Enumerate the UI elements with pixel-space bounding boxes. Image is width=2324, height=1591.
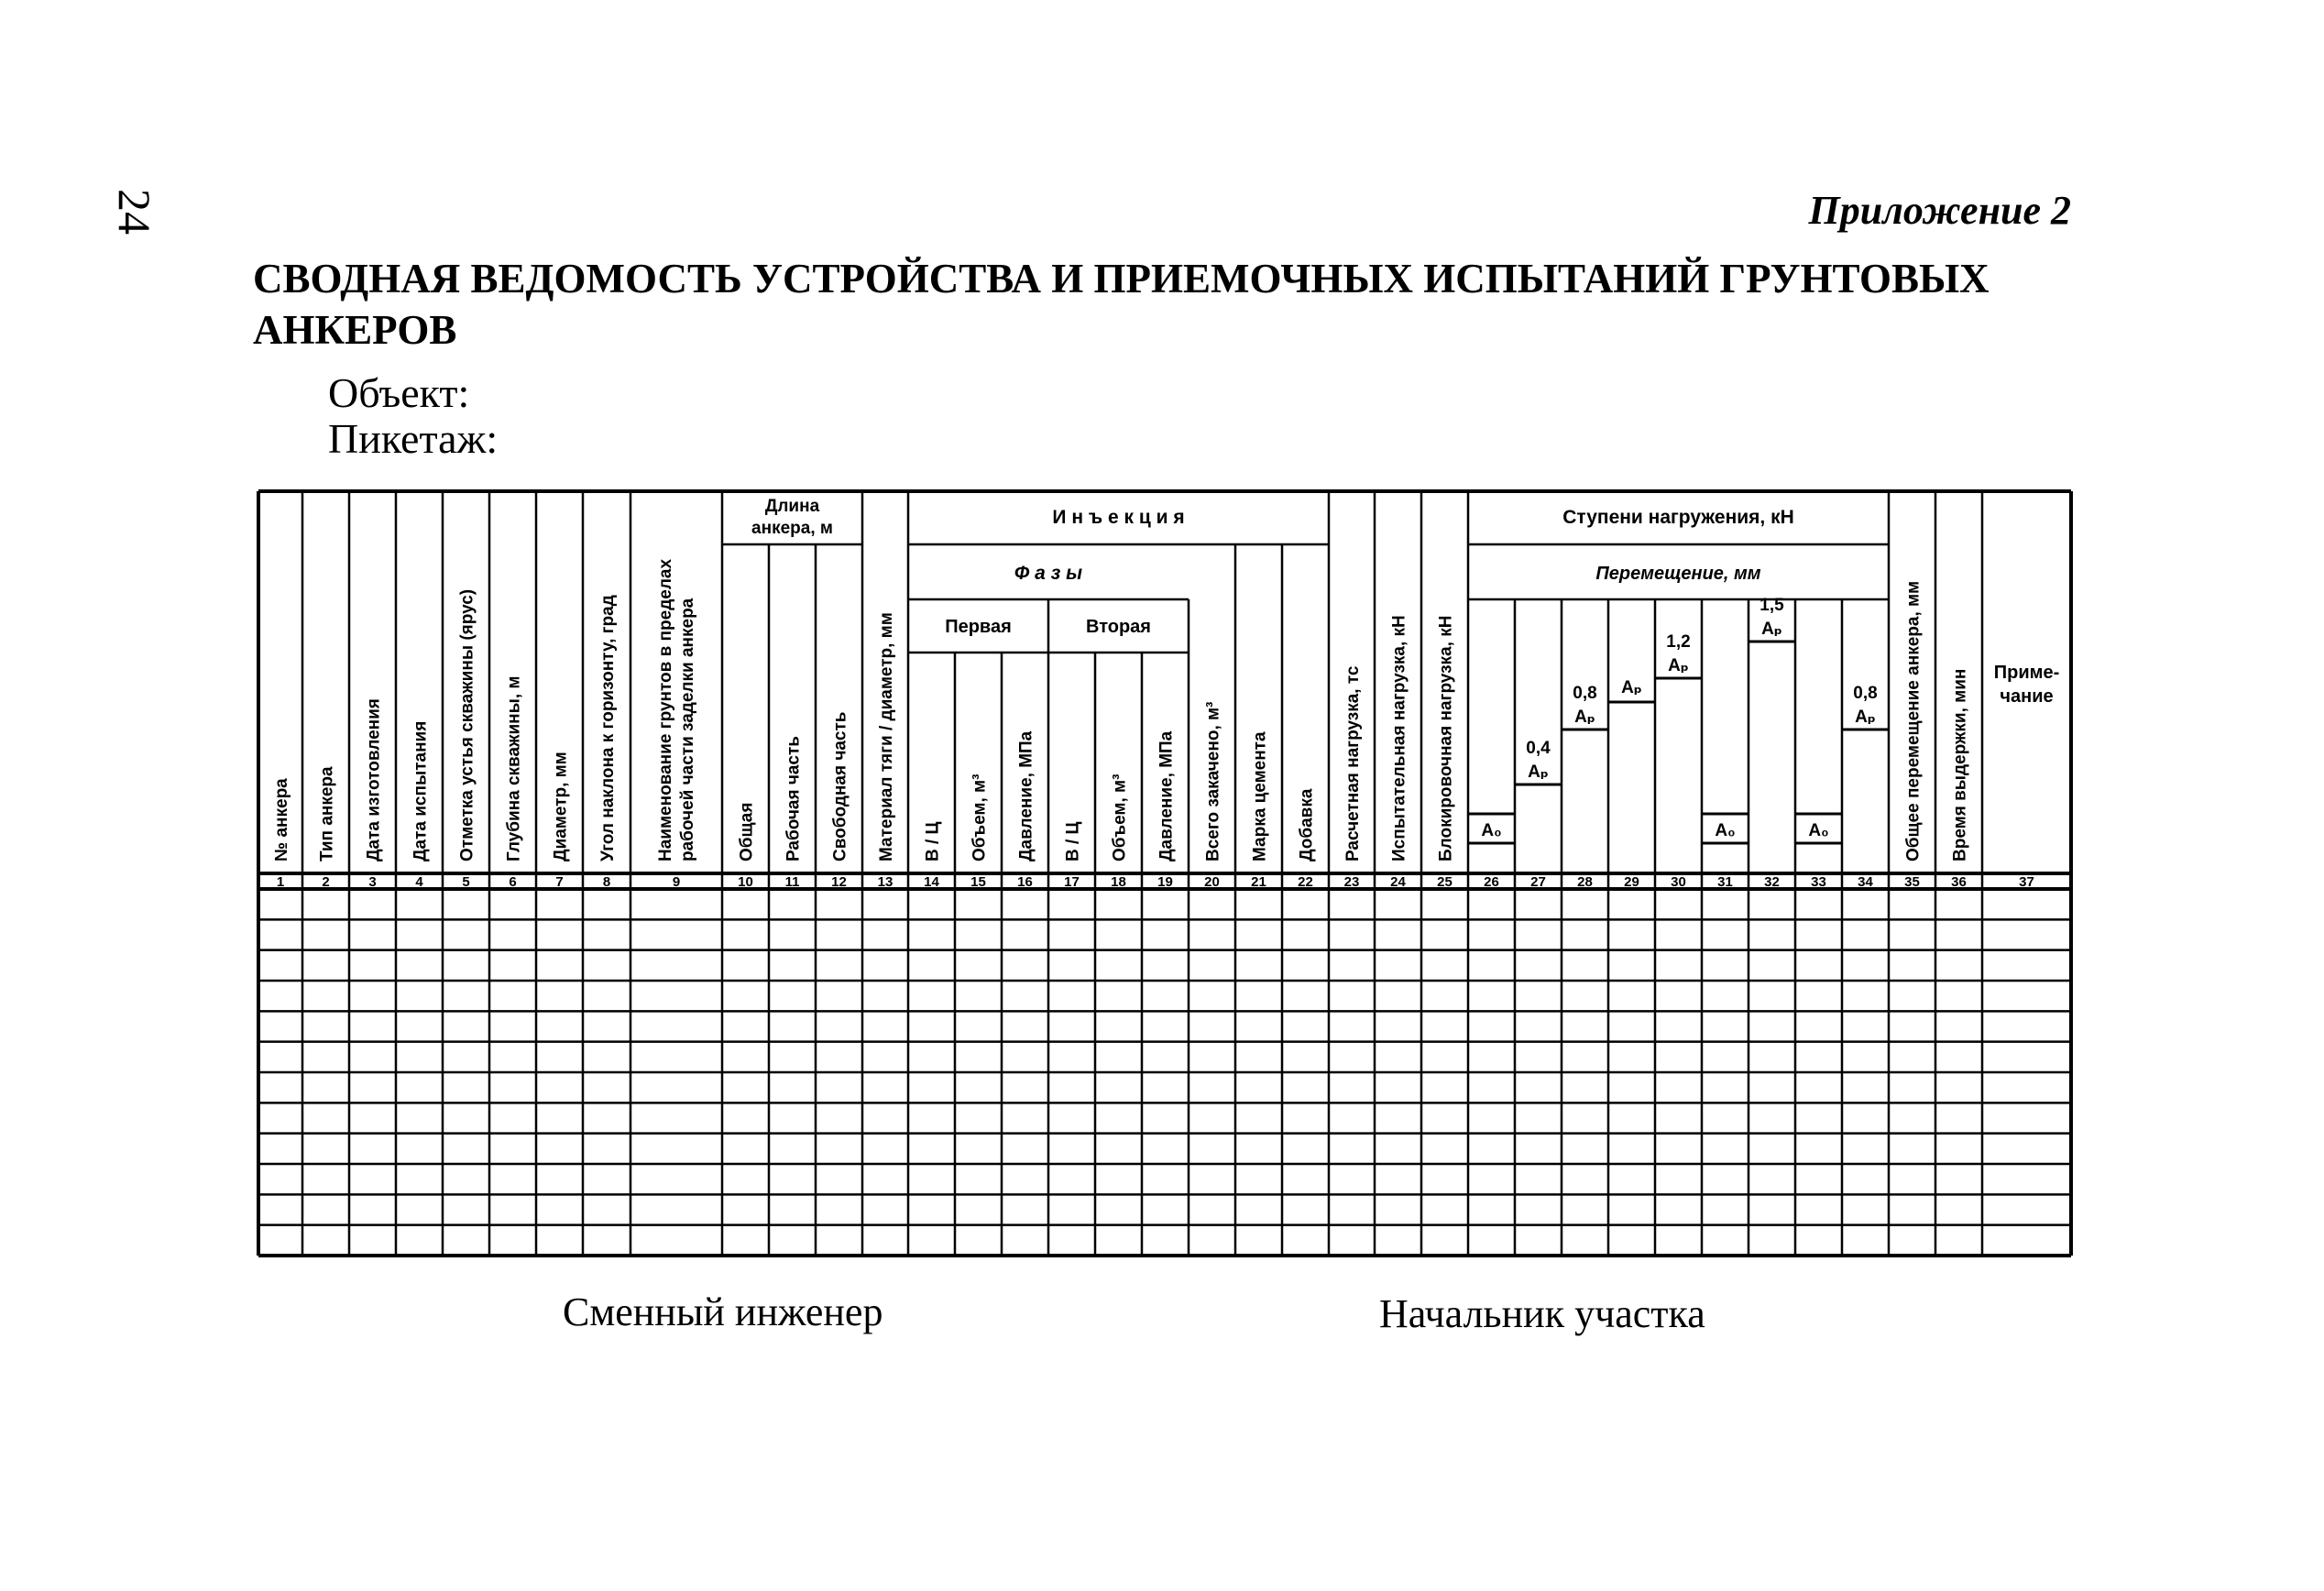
column-number: 21 (1251, 874, 1266, 890)
column-header: Свободная часть (830, 711, 850, 861)
column-header: Наименование грунтов в пределах (656, 558, 675, 861)
column-header: Дата изготовления (364, 698, 384, 861)
column-header: В / Ц (1063, 821, 1083, 861)
column-number: 27 (1530, 874, 1546, 890)
column-header: Глубина скважины, м (504, 675, 524, 861)
column-number: 12 (831, 874, 847, 890)
column-number: 25 (1437, 874, 1452, 890)
column-number: 24 (1390, 874, 1406, 890)
piketazh-label: Пикетаж: (328, 415, 499, 462)
column-number: 7 (555, 874, 564, 890)
column-number: 32 (1764, 874, 1780, 890)
column-header: Блокировочная нагрузка, кН (1436, 615, 1456, 861)
column-number: 28 (1577, 874, 1593, 890)
signature-shift-engineer: Сменный инженер (563, 1289, 883, 1334)
column-number: 15 (970, 874, 986, 890)
page-number: 24 (109, 189, 160, 235)
column-number: 17 (1064, 874, 1080, 890)
column-number: 22 (1298, 874, 1313, 890)
column-number: 5 (462, 874, 470, 890)
column-header: Материал тяги / диаметр, мм (877, 612, 896, 861)
column-number: 3 (368, 874, 377, 890)
column-number: 18 (1111, 874, 1126, 890)
column-number: 33 (1811, 874, 1826, 890)
column-number: 6 (509, 874, 517, 890)
column-number: 37 (2019, 874, 2034, 890)
column-header: Давление, МПа (1157, 730, 1177, 861)
load-step-label: 1,2 (1666, 632, 1691, 652)
signature-site-chief: Начальник участка (1379, 1291, 1705, 1336)
column-header: Марка цемента (1250, 731, 1270, 861)
column-number: 31 (1717, 874, 1733, 890)
column-header: Рабочая часть (784, 736, 804, 861)
column-number: 30 (1671, 874, 1686, 890)
column-number: 23 (1343, 874, 1360, 890)
column-header: Дата испытания (411, 720, 431, 861)
group-header-phase-first: Первая (945, 617, 1012, 637)
column-header: Общее перемещение анкера, мм (1903, 580, 1924, 861)
column-number: 13 (877, 874, 893, 890)
column-number: 8 (602, 874, 611, 890)
column-header: Время выдержки, мин (1950, 668, 1970, 861)
group-header-phases: Ф а з ы (1014, 563, 1083, 584)
column-header: № анкера (272, 778, 291, 861)
load-step-label: Aₚ (1761, 620, 1782, 639)
column-number: 11 (784, 874, 800, 890)
load-step-label: Aₚ (1855, 708, 1876, 727)
column-number: 29 (1624, 874, 1639, 890)
column-number: 20 (1204, 874, 1220, 890)
column-number: 2 (322, 874, 330, 890)
column-number: 1 (276, 874, 285, 890)
column-header: Объем, м³ (1110, 774, 1130, 861)
column-number: 14 (924, 874, 939, 890)
column-header: Расчетная нагрузка, тс (1343, 665, 1363, 861)
load-step-label: Aₚ (1621, 678, 1642, 697)
column-header: Угол наклона к горизонту, град (598, 595, 618, 861)
document-title: СВОДНАЯ ВЕДОМОСТЬ УСТРОЙСТВА И ПРИЕМОЧНЫХ ИСПЫТАНИЙ ГРУНТОВЫХ АНКЕРОВ (253, 256, 1990, 353)
column-number: 26 (1484, 874, 1499, 890)
group-header-anchor-length: Длина (764, 497, 820, 516)
load-step-label: A₀ (1715, 821, 1736, 840)
column-number: 16 (1017, 874, 1033, 890)
group-header-anchor-length: анкера, м (751, 519, 833, 538)
column-number: 4 (415, 874, 423, 890)
column-number: 9 (672, 874, 681, 890)
load-step-label: 1,5 (1759, 596, 1784, 615)
column-number: 10 (738, 874, 753, 890)
column-header: Давление, МПа (1016, 730, 1036, 861)
group-header-injection: И н ъ е к ц и я (1052, 507, 1185, 528)
load-step-label: 0,8 (1853, 684, 1878, 703)
group-header-phase-second: Вторая (1086, 617, 1151, 637)
column-header: Диаметр, мм (551, 752, 571, 861)
column-number: 34 (1858, 874, 1873, 890)
load-step-label: 0,4 (1526, 739, 1551, 758)
column-number: 35 (1904, 874, 1920, 890)
load-step-label: Aₚ (1574, 708, 1595, 727)
object-label: Объект: (328, 369, 470, 416)
column-header: В / Ц (923, 821, 943, 861)
load-step-label: A₀ (1808, 821, 1829, 840)
appendix-label: Приложение 2 (1808, 188, 2071, 233)
load-step-label: 0,8 (1573, 684, 1597, 703)
column-header: рабочей части заделки анкера (678, 598, 697, 861)
group-header-displacement: Перемещение, мм (1595, 564, 1761, 584)
column-header: Тип анкера (317, 766, 337, 861)
load-step-label: Aₚ (1668, 656, 1689, 675)
column-header-note: чание (2000, 686, 2054, 707)
column-header: Отметка устья скважины (ярус) (457, 588, 477, 861)
group-header-load-steps: Ступени нагружения, кН (1562, 507, 1794, 528)
column-header: Объем, м³ (970, 774, 990, 861)
column-header: Общая (737, 802, 757, 861)
column-header: Добавка (1297, 788, 1317, 861)
column-header: Всего закачено, м³ (1203, 701, 1223, 861)
column-number: 19 (1157, 874, 1173, 890)
column-number: 36 (1951, 874, 1967, 890)
column-header: Испытательная нагрузка, кН (1389, 615, 1409, 861)
column-header-note: Приме- (1993, 663, 2060, 683)
load-step-label: A₀ (1481, 821, 1502, 840)
load-step-label: Aₚ (1528, 763, 1549, 782)
